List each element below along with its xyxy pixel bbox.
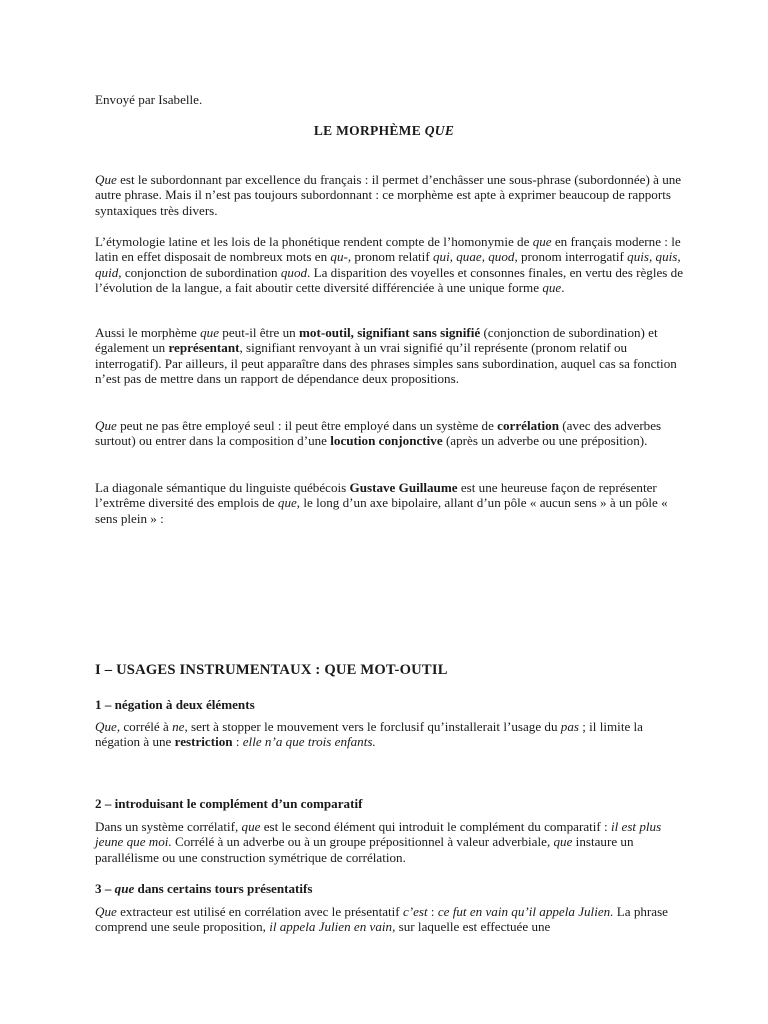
- bold-text-run: restriction: [174, 734, 233, 750]
- bold-text-run: corrélation: [497, 418, 559, 433]
- text-run: (conjonction de subordination) et également un: [95, 325, 658, 356]
- text-run: La diagonale sémantique du linguiste québécois: [95, 480, 350, 495]
- bold-text-run: mot-outil, signifiant sans signifié: [299, 325, 481, 340]
- italic-text-run: pas: [560, 719, 579, 734]
- title-prefix: LE MORPHÈME: [313, 123, 425, 138]
- text-run: extracteur est utilisé en corrélation avec le présentatif: [116, 904, 403, 919]
- italic-text-run: Que: [95, 418, 117, 433]
- text-run: La phrase comprend une seule proposition,: [95, 904, 668, 935]
- intro-paragraph-1: [95, 172, 685, 218]
- italic-text-run: que: [277, 495, 297, 511]
- italic-text-run: elle n’a que trois enfants.: [242, 734, 376, 750]
- italic-text-run: que: [241, 819, 261, 834]
- text-run: est le subordonnant par excellence du français : il permet d’enchâsser une sous-phrase (subordonnée) à une autre phrase. Mais il n’est pas toujours subordonnant : ce morphème est apte à exprimer beaucoup de rapports syntaxiques très divers.: [95, 172, 682, 218]
- subsection-3-suffix: dans certains tours présentatifs: [134, 881, 313, 896]
- italic-text-run: il est plus jeune que moi.: [95, 819, 662, 850]
- italic-text-run: que: [200, 325, 220, 340]
- sender-line: Envoyé par Isabelle.: [95, 92, 203, 107]
- intro-paragraph-2: [95, 234, 685, 296]
- intro-paragraph-4: [95, 418, 685, 449]
- text-run: , conjonction de subordination: [118, 264, 281, 280]
- text-run: Corrélé à un adverbe ou à un groupe prépositionnel à valeur adverbiale,: [171, 834, 554, 850]
- text-run: , le long d’un axe bipolaire, allant d’un pôle « aucun sens » à un pôle « sens plein » :: [95, 495, 668, 526]
- title-italic: QUE: [424, 123, 455, 138]
- text-run: peut ne pas être employé seul : il peut être employé dans un système de: [116, 418, 498, 433]
- italic-text-run: ce fut en vain qu’il appela Julien.: [437, 904, 614, 919]
- text-run: (après un adverbe ou une préposition).: [442, 433, 648, 449]
- intro-paragraph-5: [95, 480, 685, 526]
- bold-text-run: locution conjonctive: [330, 433, 443, 449]
- italic-text-run: que: [553, 834, 573, 850]
- intro-paragraph-3: [95, 325, 685, 387]
- text-run: Dans un système corrélatif,: [95, 819, 242, 834]
- text-run: est une heureuse façon de représenter l’extrême diversité des emplois de: [95, 480, 657, 511]
- text-run: :: [427, 904, 438, 919]
- text-run: . La disparition des voyelles et consonnes finales, en vertu des règles de l’évolution de la langue, a fait aboutir cette diversité différenciée à une unique forme: [95, 264, 684, 296]
- italic-text-run: quod: [280, 264, 308, 280]
- text-run: est le second élément qui introduit le complément du comparatif :: [260, 819, 611, 834]
- text-run: :: [232, 734, 243, 750]
- text-run: en français moderne : le latin en effet disposait de nombreux mots en: [95, 234, 681, 265]
- text-run: ; il limite la négation à une: [95, 719, 643, 750]
- subsection-heading-3: [95, 881, 685, 896]
- text-run: , pronom interrogatif: [514, 249, 628, 265]
- italic-text-run: quis, quis, quid: [95, 249, 681, 280]
- section-heading-1: I – USAGES INSTRUMENTAUX : QUE MOT-OUTIL: [95, 662, 448, 678]
- italic-text-run: c’est: [402, 904, 428, 919]
- subsection-heading-1: 1 – négation à deux éléments: [95, 697, 255, 712]
- text-run: L’étymologie latine et les lois de la phonétique rendent compte de l’homonymie de: [95, 234, 533, 249]
- bold-text-run: représentant: [168, 340, 240, 356]
- italic-text-run: que: [542, 280, 562, 296]
- text-run: Aussi le morphème: [95, 325, 201, 340]
- italic-text-run: qu-: [330, 249, 348, 265]
- text-run: , signifiant renvoyant à un vrai signifié qu’il représente (pronom relatif ou interrogatif). Par ailleurs, il peut apparaître dans des phrases simples sans subordination, auquel cas sa fonction n’est pas de mettre dans un rapport de dépendance deux propositions.: [95, 340, 677, 387]
- italic-text-run: Que: [95, 904, 117, 919]
- text-run: , pronom relatif: [347, 249, 433, 265]
- text-run: sur laquelle est effectuée une: [395, 919, 551, 935]
- subsection-3-prefix: 3 –: [95, 881, 115, 896]
- text-run: (avec des adverbes surtout) ou entrer dans la composition d’une: [95, 418, 662, 449]
- bold-text-run: Gustave Guillaume: [349, 480, 458, 495]
- italic-text-run: il appela Julien en vain,: [269, 919, 396, 935]
- text-run: instaure un parallélisme ou une construction symétrique de corrélation.: [95, 834, 634, 865]
- text-run: peut-il être un: [219, 325, 300, 340]
- subsection-body-1: [95, 719, 685, 750]
- italic-text-run: qui, quae, quod: [432, 249, 515, 265]
- subsection-body-2: [95, 819, 685, 865]
- italic-text-run: que: [532, 234, 552, 249]
- italic-text-run: Que: [95, 172, 117, 187]
- subsection-body-3: [95, 904, 685, 935]
- subsection-heading-2: 2 – introduisant le complément d’un comparatif: [95, 796, 363, 811]
- italic-text-run: ne: [172, 719, 185, 734]
- italic-text-run: Que: [95, 719, 117, 734]
- document-title: [0, 123, 768, 138]
- text-run: , corrélé à: [116, 719, 173, 734]
- text-run: , sert à stopper le mouvement vers le forclusif qu’installerait l’usage du: [184, 719, 561, 734]
- subsection-3-italic: que: [114, 881, 135, 896]
- text-run: .: [561, 280, 565, 296]
